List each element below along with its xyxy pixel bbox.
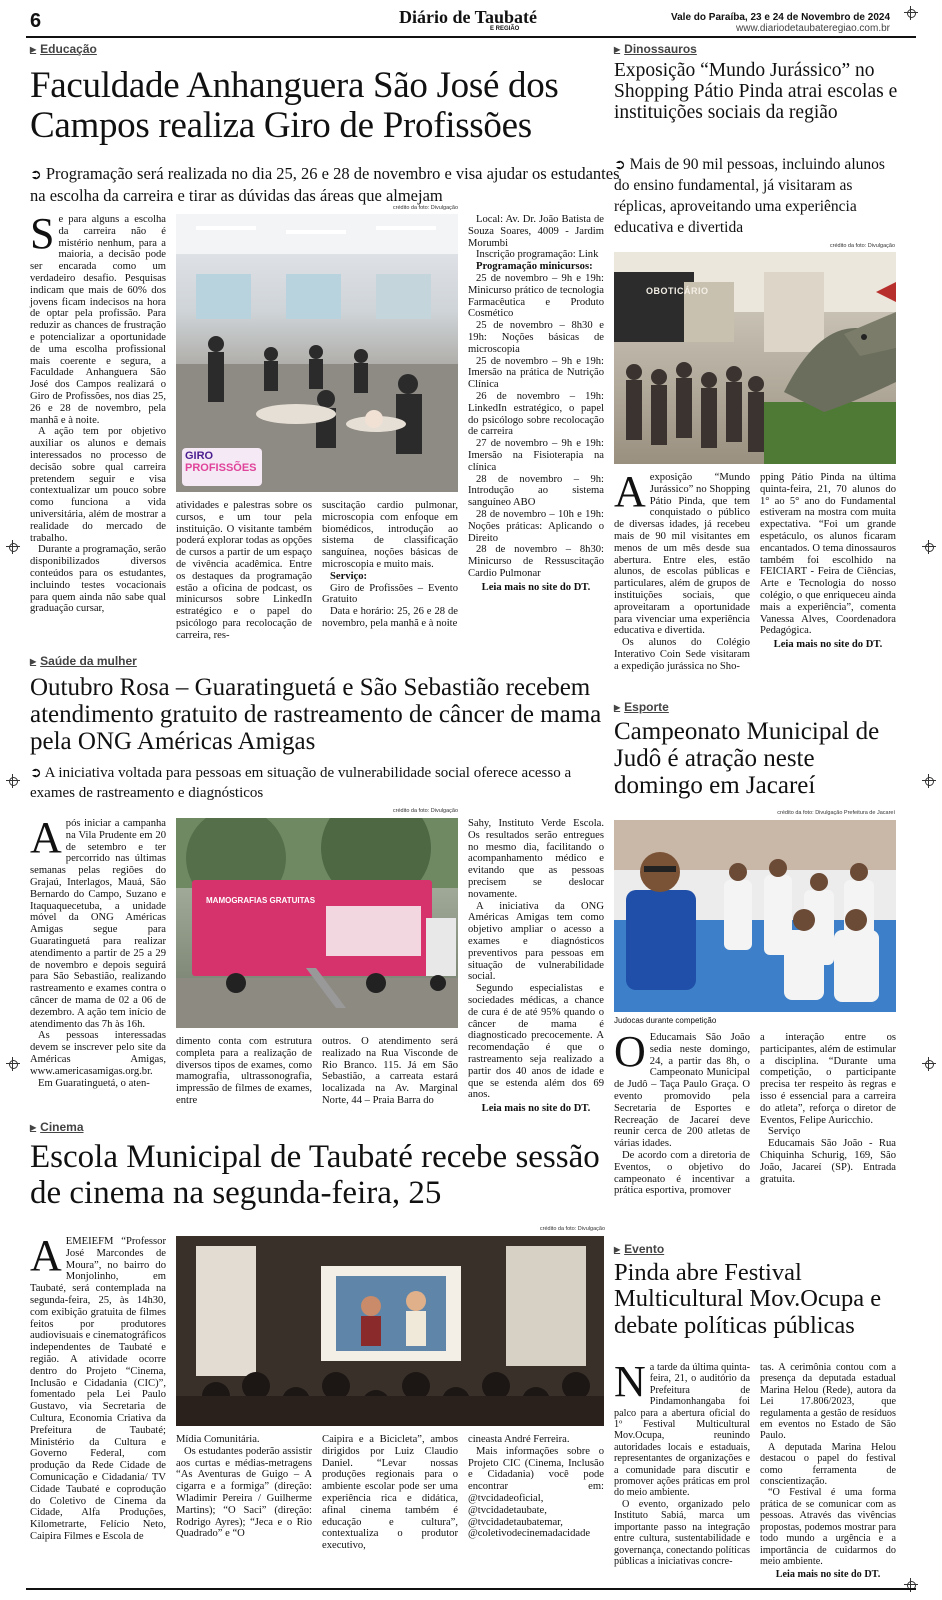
paragraph: As pessoas interessadas devem se inscrever pelo site da Américas Amigas, www.americasamigas.org.br.: [30, 1030, 166, 1077]
article-column: [760, 1032, 896, 1185]
dinosaur-scene-icon: [614, 252, 896, 464]
read-more-link[interactable]: Leia mais no site do DT.: [773, 639, 883, 651]
cinema-scene-icon: [176, 1236, 604, 1426]
paragraph: pós iniciar a campanha na Vila Prudente em 20 de setembro e ter percorrido nas últimas semanas pelas regiões do Grajaú, Interlagos, Mauá, São Bernardo do Campo, Suzano e Itaquaquecetuba, a unidade móvel da ONG Américas Amigas segue para Guaratinguetá para realizar atendimento a partir de 25 a 29 de novembro e depois seguirá para São Sebastião, realizando rastreamento e exames contra o câncer de mama de 02 a 06 de dezembro. A ação tem início de atendimento das 7h às 16h.: [30, 818, 166, 1030]
paragraph: Caipira e a Bicicleta”, ambos dirigidos por Luiz Claudio Daniel. “Levar nossas produções regionais para o ambiente escolar pode ser uma experiência rica e didática, afinal cinema também é educação e cultura”, contextualiza o produtor executivo,: [322, 1434, 458, 1552]
photo-dinosaur-exhibit: [614, 252, 896, 464]
subheadline-jurassico: ➲ Mais de 90 mil pessoas, incluindo alunos do ensino fundamental, já visitaram as réplicas, aproveitando uma experiência educativa e divertida: [614, 156, 885, 236]
article-column: [30, 209, 166, 615]
article-column: [30, 1231, 166, 1543]
read-more-link[interactable]: Leia mais no site do DT.: [775, 1569, 881, 1581]
paragraph: e para alguns a escolha da carreira não é mistério nenhum, para a maioria, a decisão pode ser encarada como um verdadeiro desafio. Pesquisas indicam que mais de 60% dos jovens ficam indecisos na hora de optar pela profissão. Para reduzir as chances de frustração e potencializar a oportunidade de uma escolha profissional mais coerente e segura, a Faculdade Anhanguera São José dos Campos realizará o Giro de Profissões, nos dias 25, 26 e 28 de novembro, pela manhã e à noite.: [30, 214, 166, 426]
article-column: [614, 1027, 750, 1197]
photo-classroom: [176, 214, 458, 492]
triangle-right-icon: ▶: [614, 702, 621, 712]
event-logo: [182, 448, 262, 486]
section-label-saude: ▶ Saúde da mulher: [30, 654, 137, 668]
paragraph: Mídia Comunitária.: [176, 1434, 260, 1445]
registration-mark-icon: [6, 774, 20, 788]
paragraph: Sahy, Instituto Verde Escola. Os resultados serão entregues no mesmo dia, facilitando o acompanhamento médico e evitando que as pessoas precisem se deslocar novamente.: [468, 818, 604, 900]
read-more-link[interactable]: Leia mais no site do DT.: [481, 581, 591, 593]
photo-credit: crédito da foto: Divulgação: [539, 1226, 605, 1232]
read-more-link[interactable]: Leia mais no site do DT.: [481, 1103, 591, 1115]
newspaper-title: Diário de Taubaté: [398, 7, 538, 27]
program-label: Programação minicursos:: [476, 261, 593, 273]
paragraph: Educamais São João - Rua Chiquinha Schurig, 169, São João, Jacareí (SP). Entrada gratuita.: [760, 1138, 896, 1185]
paragraph: Local: Av. Dr. João Batista de Souza Soares, 4009 - Jardim Morumbi: [468, 214, 604, 249]
subheadline-outubro-rosa: ➲ A iniciativa voltada para pessoas em situação de vulnerabilidade social oferece acesso a exames de rastreamento e diagnósticos: [30, 765, 572, 802]
paragraph: Data e horário: 25, 26 e 28 de novembro, pela manhã e à noite: [322, 606, 458, 629]
paragraph: a interação entre os participantes, além de estimular a disciplina. “Durante uma competição, o participante precisa ter respeito às regras e isso é essencial para a carreira do atleta”, reforça o diretor de Eventos, Felipe Auricchio.: [760, 1032, 896, 1126]
article-column: [468, 1434, 604, 1540]
photo-caption: Judocas durante competição: [614, 1016, 717, 1025]
event-logo-line1: GIRO: [185, 450, 214, 462]
program-item: 28 de novembro – 8h30: Minicurso de Ressuscitação Cardio Pulmonar: [468, 544, 604, 579]
program-item: 28 de novembro – 9h: Introdução ao sistema sanguíneo ABO: [468, 473, 604, 509]
triangle-right-icon: ▶: [30, 44, 37, 54]
article-column: [176, 500, 312, 642]
paragraph: O evento, organizado pelo Instituto Sabiá, marca um importante passo na integração entre cultura, sustentabilidade e governança, conectando políticas públicas a iniciativas concre-: [614, 1498, 750, 1567]
truck-sign: MAMOGRAFIAS GRATUITAS: [206, 896, 316, 905]
drop-cap: A: [614, 467, 646, 516]
paragraph: cineasta André Ferreira.: [468, 1434, 570, 1445]
article-column: [176, 1434, 312, 1540]
arrow-right-circle-icon: ➲: [30, 765, 42, 781]
drop-cap: S: [30, 209, 55, 258]
store-sign: OBOTICÁRIO: [646, 286, 709, 296]
triangle-right-icon: ▶: [614, 44, 621, 54]
photo-credit: crédito da foto: Divulgação: [829, 243, 895, 249]
headline-festival: Pinda abre Festival Multicultural Mov.Ocupa e debate políticas públicas: [614, 1259, 882, 1339]
photo-mammography-truck: [176, 818, 458, 1028]
drop-cap: A: [30, 813, 62, 862]
headline-judo: Campeonato Municipal de Judô é atração neste domingo em Jacareí: [614, 718, 880, 799]
paragraph: suscitação cardio pulmonar, microscopia com enfoque em biomédicos, introdução ao sistema de classificação sanguínea, noções básicas de microscopia e muito mais.: [322, 500, 458, 570]
truck-scene-icon: [176, 818, 458, 1028]
program-item: 28 de novembro – 10h e 19h: Noções práticas: Aplicando o Direito: [468, 508, 604, 544]
paragraph: De acordo com a diretoria de Eventos, o objetivo do campeonato é incentivar a prática esportiva, promover: [614, 1149, 750, 1197]
website[interactable]: www.diariodetaubateregiao.com.br: [736, 23, 890, 34]
paragraph: dimento conta com estrutura completa para a realização de diversos tipos de exames, como mamografia, ultrassonografia, impressão de filmes de exames, entre: [176, 1036, 312, 1106]
registration-mark-icon: [922, 774, 936, 788]
masthead-rule: [26, 36, 916, 38]
program-item: 25 de novembro – 9h e 19h: Minicurso prático de tecnologia Farmacêutica e Produto Cosmético: [468, 272, 604, 320]
photo-cinema-session: [176, 1236, 604, 1426]
photo-credit: crédito da foto: Divulgação Prefeitura de Jacareí: [777, 810, 895, 816]
article-column: [614, 1357, 750, 1567]
program-item: 25 de novembro – 9h e 19h: Imersão na prática de Nutrição Clínica: [468, 355, 604, 391]
section-label-educacao: ▶ Educação: [30, 42, 97, 56]
paragraph: exposição “Mundo Jurássico” no Shopping Pátio Pinda, que tem conquistado o público de diversas idades, já recebeu mais de 90 mil visitantes em menos de um mês desde sua abertura. Entre eles, estão alunos, de escolas públicas e particulares, além de grupos de instituições sociais, que aproveitaram a oportunidade para vivenciar uma experiência educativa e divertida.: [614, 472, 750, 637]
paragraph: Inscrição programação: Link: [476, 249, 599, 261]
headline-anhanguera: Faculdade Anhanguera São José dos Campos realiza Giro de Profissões: [30, 65, 559, 146]
paragraph: Giro de Profissões – Evento Gratuito: [322, 582, 458, 606]
section-label-esporte: ▶ Esporte: [614, 700, 669, 714]
event-logo-line2: PROFISSÕES: [185, 462, 257, 474]
paragraph: A ação tem por objetivo auxiliar os alunos e demais interessados no processo de decisão sobre qual carreira pretendem seguir e visa contextualizar um pouco sobre como funciona a vida universitária, além de mostrar a realidade do mercado de trabalho.: [30, 426, 166, 544]
registration-mark-icon: [6, 1057, 20, 1071]
paragraph: “O Festival é uma forma prática de se comunicar com as pessoas. Através das vivências propostas, podemos mostrar para todo mundo a urgência e a importância de cuidarmos do meio ambiente.: [760, 1487, 896, 1567]
article-column: [760, 1362, 896, 1581]
paragraph: atividades e palestras sobre os cursos, e um tour pela instituição. O visitante também poderá explorar todas as opções de cursos a partir de um espaço de vivência acadêmica. Entre os destaques da programação estão a oficina de podcast, os minicursos sobre LinkedIn estratégico e o papel do psicólogo para recolocação de carreira, res-: [176, 500, 312, 641]
paragraph: Durante a programação, serão disponibilizados diversos conteúdos para os estudantes, incluindo testes vocacionais para quem ainda não sabe qual graduação cursar,: [30, 544, 166, 615]
newspaper-subtitle: E REGIÃO: [490, 26, 520, 32]
article-column: [468, 214, 604, 594]
paragraph: tas. A cerimônia contou com a presença da deputada estadual Marina Helou (Rede), autora da Lei 17.806/2023, que regulamenta a gestão de resíduos em eventos no Estado de São Paulo.: [760, 1362, 896, 1442]
subheadline-anhanguera: ➲ Programação será realizada no dia 25, 26 e 28 de novembro e visa ajudar os estudantes na escolha da carreira e tirar as dúvidas das áreas que almejam: [30, 164, 620, 206]
article-column: [468, 818, 604, 1115]
article-column: [322, 1434, 458, 1552]
section-label-dinossauros: ▶ Dinossauros: [614, 42, 697, 56]
service-label: Serviço:: [330, 570, 368, 582]
arrow-right-circle-icon: ➲: [614, 157, 626, 173]
footer-rule: [26, 1588, 916, 1590]
triangle-right-icon: ▶: [30, 1122, 37, 1132]
article-column: [614, 467, 750, 673]
paragraph: pping Pátio Pinda na última quinta-feira, 21, 70 alunos do 1° ao 5° ano do Fundamental estiveram na mostra com muita expectativa. “Foi um grande espetáculo, os alunos ficaram encantados. O tema dinossauros também foi escolhido na FEICIART - Feira de Ciências, Arte e Tecnologia do nosso colégio, o que enriqueceu ainda mais a experiência”, comenta Vanessa Alves, Coordenadora Pedagógica.: [760, 472, 896, 637]
edition-date: Vale do Paraíba, 23 e 24 de Novembro de 2024: [671, 12, 890, 23]
triangle-right-icon: ▶: [614, 1244, 621, 1254]
registration-mark-icon: [922, 540, 936, 554]
paragraph: Serviço: [768, 1126, 801, 1138]
paragraph: A deputada Marina Helou destacou o papel do festival como ferramenta de conscientização.: [760, 1441, 896, 1488]
masthead-date-block: [671, 12, 890, 34]
paragraph: Os estudantes poderão assistir aos curtas e médias-metragens “As Aventuras de Guigo – A cigarra e a formiga” (direção: Wladimir Pereira / Guilherme Martins); “O Saci” (direção: Rodrigo Ayres); “Jeca e o Rio Quadrado” e “O: [176, 1445, 312, 1540]
photo-credit: crédito da foto: Divulgação: [392, 808, 458, 814]
program-item: 27 de novembro – 9h e 19h: Imersão na Fisioterapia na clínica: [468, 438, 604, 473]
triangle-right-icon: ▶: [30, 656, 37, 666]
registration-mark-icon: [904, 6, 918, 20]
section-label-cinema: ▶ Cinema: [30, 1120, 84, 1134]
paragraph: EMEIEFM “Professor José Marcondes de Moura”, no bairro do Monjolinho, em Taubaté, será contemplada na segunda-feira, 25, às 14h30, com exibição gratuita de filmes feitos por produtores audiovisuais e cinematográficos independentes de Taubaté e região. A atividade ocorre dentro do Projeto “Cinema, Inclusão e Cidadania (CIC)”, fomentado pela Lei Paulo Gustavo, via Secretaria de Cultura, Economia Criativa da Prefeitura de Taubaté; Ministério da Cultura e Governo Federal, com produção da Rede Cidade de Comunicação e Cidadania/ TV Cidade Taubaté e coprodução do Coletivo de Cinema da Cidade, Alfa Produções, Kilometrarte, Felício Neto, Caipira Filmes e Escola de: [30, 1236, 166, 1542]
paragraph: a tarde da última quinta-feira, 21, o auditório da Prefeitura de Pindamonhangaba foi palco para a abertura oficial do 1º Festival Multicultural Mov.Ocupa, reunindo autoridades locais e estaduais, representantes de organizações e a comunidade para discutir e promover ações práticas em prol do meio ambiente.: [614, 1362, 750, 1499]
paragraph: Mais informações sobre o Projeto CIC (Cinema, Inclusão e Cidadania) você pode encontrar em: @tvcidadeoficial, @tvcidadetaubate, @tvcidadetaubatemar, @coletivodecinemadacidade: [468, 1445, 604, 1540]
section-label-evento: ▶ Evento: [614, 1242, 665, 1256]
page-number: 6: [30, 10, 42, 32]
paragraph: Os alunos do Colégio Interativo Coin Sede visitaram a expedição jurássica no Sho-: [614, 637, 750, 672]
paragraph: A iniciativa da ONG Américas Amigas tem como objetivo ampliar o acesso a exames e diagnósticos preventivos para pessoas em situação de vulnerabilidade social.: [468, 900, 604, 983]
paragraph: Em Guaratinguetá, o aten-: [38, 1077, 150, 1089]
article-column: [176, 1036, 312, 1107]
drop-cap: O: [614, 1027, 646, 1076]
arrow-right-circle-icon: ➲: [30, 167, 42, 183]
headline-jurassico: Exposição “Mundo Jurássico” no Shopping Pátio Pinda atrai escolas e instituições sociais da região: [614, 60, 898, 124]
paragraph: Educamais São João sedia neste domingo, 24, a partir das 8h, o Campeonato Municipal de Judô – Taça Paulo Graça. O evento promovido pela Secretaria de Esportes e Recreação de Jacareí deve reunir cerca de 200 atletas de várias idades.: [614, 1032, 750, 1150]
program-item: 26 de novembro – 19h: LinkedIn estratégico, o papel do psicólogo sobre recolocação de carreira: [468, 390, 604, 438]
registration-mark-icon: [922, 1057, 936, 1071]
judo-scene-icon: [614, 820, 896, 1012]
article-column: [322, 500, 458, 630]
paragraph: Segundo especialistas e sociedades médicas, a chance de cura é de até 95% quando o câncer de mama é diagnosticado precocemente. A recomendação é que o rastreamento seja realizado a partir dos 40 anos de idade e que se estenda além dos 69 anos.: [468, 983, 604, 1101]
article-column: [30, 813, 166, 1089]
headline-outubro-rosa: Outubro Rosa – Guaratinguetá e São Sebastião recebem atendimento gratuito de rastreamento de câncer de mama pela ONG Américas Amigas: [30, 674, 602, 755]
drop-cap: A: [30, 1231, 62, 1280]
article-column: [760, 472, 896, 651]
headline-cinema: Escola Municipal de Taubaté recebe sessão de cinema na segunda-feira, 25: [30, 1139, 600, 1211]
drop-cap: N: [614, 1357, 646, 1406]
photo-judo: [614, 820, 896, 1012]
photo-credit: crédito da foto: Divulgação: [392, 205, 458, 211]
article-column: [322, 1036, 458, 1107]
program-item: 25 de novembro – 8h30 e 19h: Noções básicas de microscopia: [468, 320, 604, 355]
registration-mark-icon: [6, 540, 20, 554]
paragraph: outros. O atendimento será realizado na Rua Visconde de Rio Branco. 115. Já em São Sebastião, a carreata estará localizada na Av. Marginal Norte, 44 – Praia Barra do: [322, 1036, 458, 1106]
